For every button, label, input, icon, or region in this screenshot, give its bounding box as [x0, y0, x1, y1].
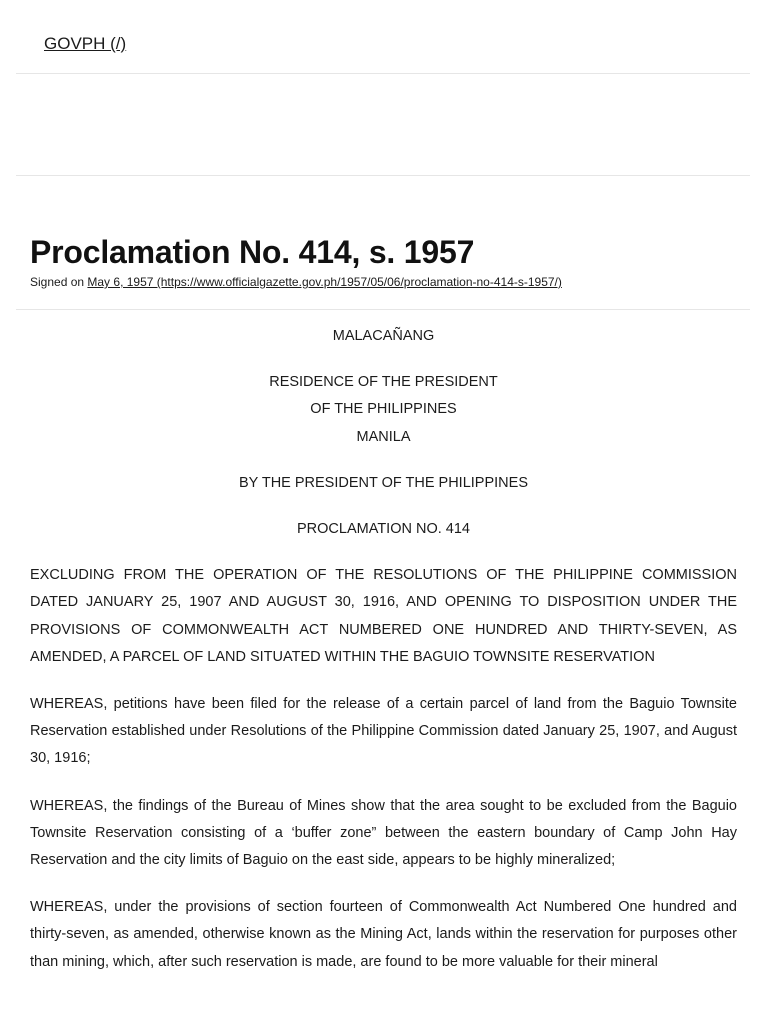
- whereas-paragraph: WHEREAS, the findings of the Bureau of Mines show that the area sought to be excluded from the Baguio Townsite Reservation consisting of a ‘buffer zone” between the eastern boundary of Camp John Hay Reservation and the city limits of Baguio on the east side, appears to be highly mineralized;: [30, 797, 737, 869]
- signed-date-link[interactable]: May 6, 1957 (https://www.officialgazette.gov.ph/1957/05/06/proclamation-no-414-s-1957/): [87, 275, 562, 289]
- title-block: [16, 176, 750, 310]
- whereas-paragraph: WHEREAS, under the provisions of section fourteen of Commonwealth Act Numbered One hundred and thirty-seven, as amended, otherwise known as the Mining Act, lands within the reservation for purposes other than mining, which, after such reservation is made, are found to be more valuable for their mineral: [30, 899, 737, 970]
- govph-home-link[interactable]: GOVPH (/): [44, 34, 127, 53]
- residence-line: OF THE PHILIPPINES: [310, 401, 457, 418]
- heading-by-the-president: BY THE PRESIDENT OF THE PHILIPPINES: [238, 474, 528, 491]
- page-title: Proclamation No. 414, s. 1957: [30, 234, 475, 270]
- banner-area: [16, 74, 750, 176]
- proclamation-body: [30, 323, 737, 996]
- heading-residence: [30, 369, 737, 451]
- top-bar: [16, 0, 750, 74]
- signed-prefix: Signed on: [30, 275, 85, 289]
- heading-proclamation-number: PROCLAMATION NO. 414: [297, 521, 470, 538]
- heading-malacanang: MALACAÑANG: [332, 328, 435, 344]
- residence-line: MANILA: [356, 428, 411, 445]
- signed-date-line: [30, 275, 562, 289]
- residence-line: RESIDENCE OF THE PRESIDENT: [269, 374, 498, 391]
- whereas-paragraph: WHEREAS, petitions have been filed for the release of a certain parcel of land from the Baguio Townsite Reservation established under Resolutions of the Philippine Commission dated January 25, 1907, and August 30, 1916;: [30, 696, 737, 767]
- proclamation-subject: EXCLUDING FROM THE OPERATION OF THE RESOLUTIONS OF THE PHILIPPINE COMMISSION DATED JANUARY 25, 1907 AND AUGUST 30, 1916, AND OPENING TO DISPOSITION UNDER THE PROVISIONS OF COMMONWEALTH ACT NUMBERED ONE HUNDRED AND THIRTY-SEVEN, AS AMENDED, A PARCEL OF LAND SITUATED WITHIN THE BAGUIO TOWNSITE RESERVATION: [30, 567, 737, 665]
